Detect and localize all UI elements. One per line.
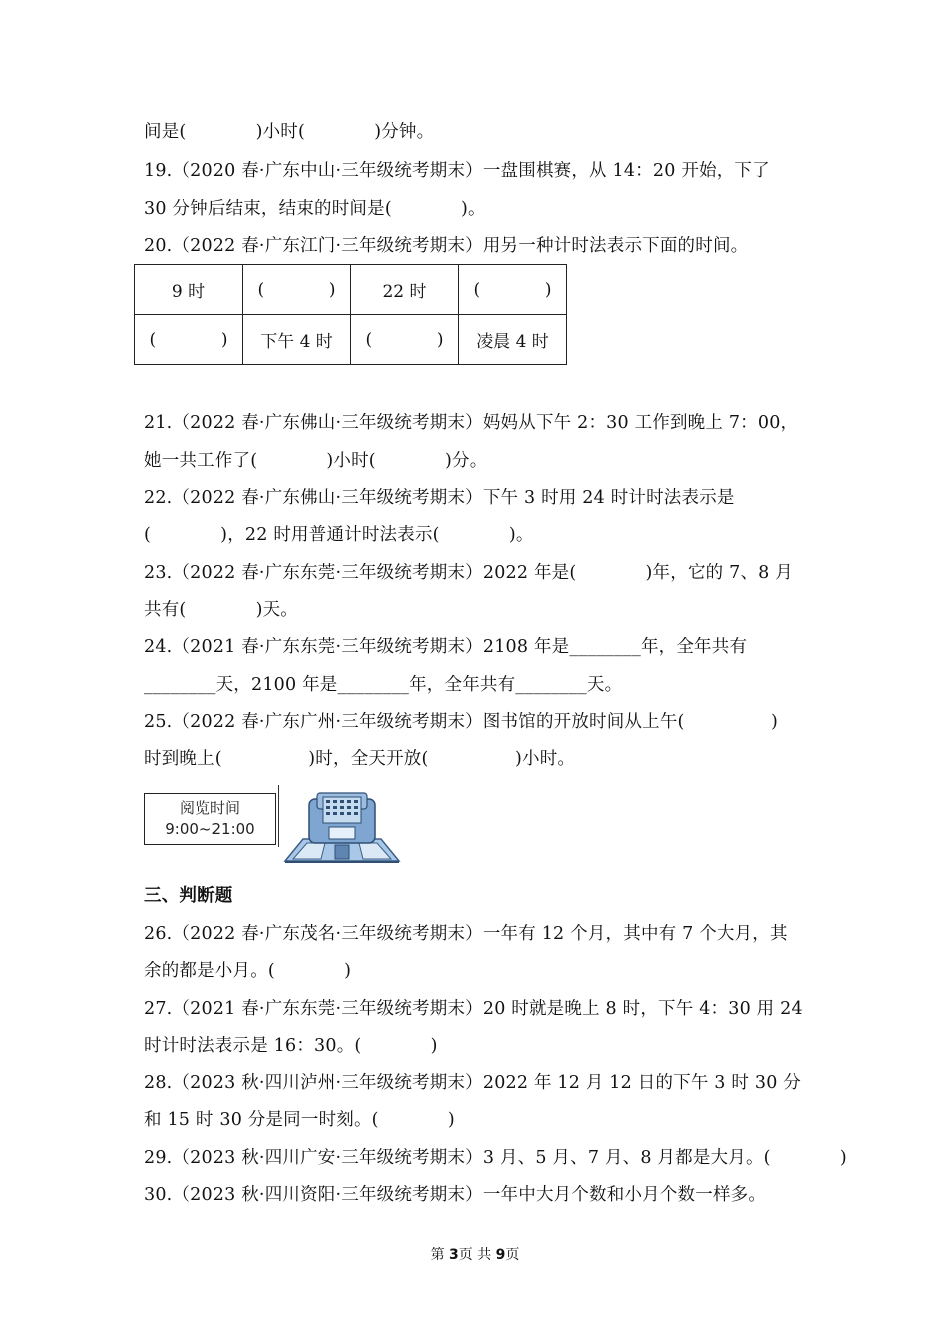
footer-middle: 页 共 [458,1247,496,1263]
q30-line: 30.（2023 秋·四川资阳·三年级统考期末）一年中大月个数和小月个数一样多。 [144,1185,767,1205]
table-cell-blank[interactable]: ( ) [459,265,567,315]
table-cell: 22 时 [351,265,459,315]
total-pages-number: 9 [495,1247,506,1263]
table-cell: 下午 4 时 [243,315,351,365]
q29-line: 29.（2023 秋·四川广安·三年级统考期末）3 月、5 月、7 月、8 月都是大月。( ) [144,1148,847,1168]
table-cell-blank[interactable]: ( ) [243,265,351,315]
table-row [135,265,567,315]
q22-line2: ( )，22 时用普通计时法表示( )。 [144,525,534,545]
q26-line2: 余的都是小月。( ) [144,961,352,981]
q26-line1: 26.（2022 春·广东茂名·三年级统考期末）一年有 12 个月，其中有 7 个大月，其 [144,924,788,944]
sign-title: 阅览时间 [179,799,240,817]
q21-line2: 她一共工作了( )小时( )分。 [144,451,488,471]
q19-line2: 30 分钟后结束，结束的时间是( )。 [144,199,486,219]
q24-line2: ________天，2100 年是________年，全年共有________天。 [144,675,623,695]
q28-line2: 和 15 时 30 分是同一时刻。( ) [144,1110,455,1130]
q25-line2: 时到晚上( )时，全天开放( )小时。 [144,749,576,769]
q27-line2: 时计时法表示是 16：30。( ) [144,1036,438,1056]
footer-prefix: 第 [430,1247,450,1263]
q23-line1: 23.（2022 春·广东东莞·三年级统考期末）2022 年是( )年，它的 7、8 月 [144,563,793,583]
q28-line1: 28.（2023 秋·四川泸州·三年级统考期末）2022 年 12 月 12 日的下午 3 时 30 分 [144,1073,801,1093]
library-building-icon [283,789,401,865]
table-row [135,315,567,365]
q18-continued: 间是( )小时( )分钟。 [144,122,435,142]
q19-line1: 19.（2020 春·广东中山·三年级统考期末）一盘围棋赛，从 14：20 开始，下了 [144,161,770,181]
q21-line1: 21.（2022 春·广东佛山·三年级统考期末）妈妈从下午 2：30 工作到晚上 7：00， [144,413,799,433]
current-page-number: 3 [449,1247,459,1263]
q22-line1: 22.（2022 春·广东佛山·三年级统考期末）下午 3 时用 24 时计时法表示是 [144,488,735,508]
table-cell: 凌晨 4 时 [459,315,567,365]
table-cell: 9 时 [135,265,243,315]
q24-line1: 24.（2021 春·广东东莞·三年级统考期末）2108 年是________年，全年共有 [144,637,748,657]
table-cell-blank[interactable]: ( ) [135,315,243,365]
section-heading-judgement: 三、判断题 [144,886,233,906]
q25-line1: 25.（2022 春·广东广州·三年级统考期末）图书馆的开放时间从上午( ) [144,712,779,732]
q23-line2: 共有( )天。 [144,600,299,620]
time-conversion-table [134,264,567,365]
page-footer [0,1244,950,1264]
table-cell-blank[interactable]: ( ) [351,315,459,365]
reading-hours-sign [144,793,276,845]
footer-suffix: 页 [505,1247,520,1263]
sign-hours: 9:00~21:00 [165,820,255,838]
q20-line: 20.（2022 春·广东江门·三年级统考期末）用另一种计时法表示下面的时间。 [144,236,749,256]
q27-line1: 27.（2021 春·广东东莞·三年级统考期末）20 时就是晚上 8 时，下午 4：30 用 24 [144,999,803,1019]
divider [278,785,279,847]
